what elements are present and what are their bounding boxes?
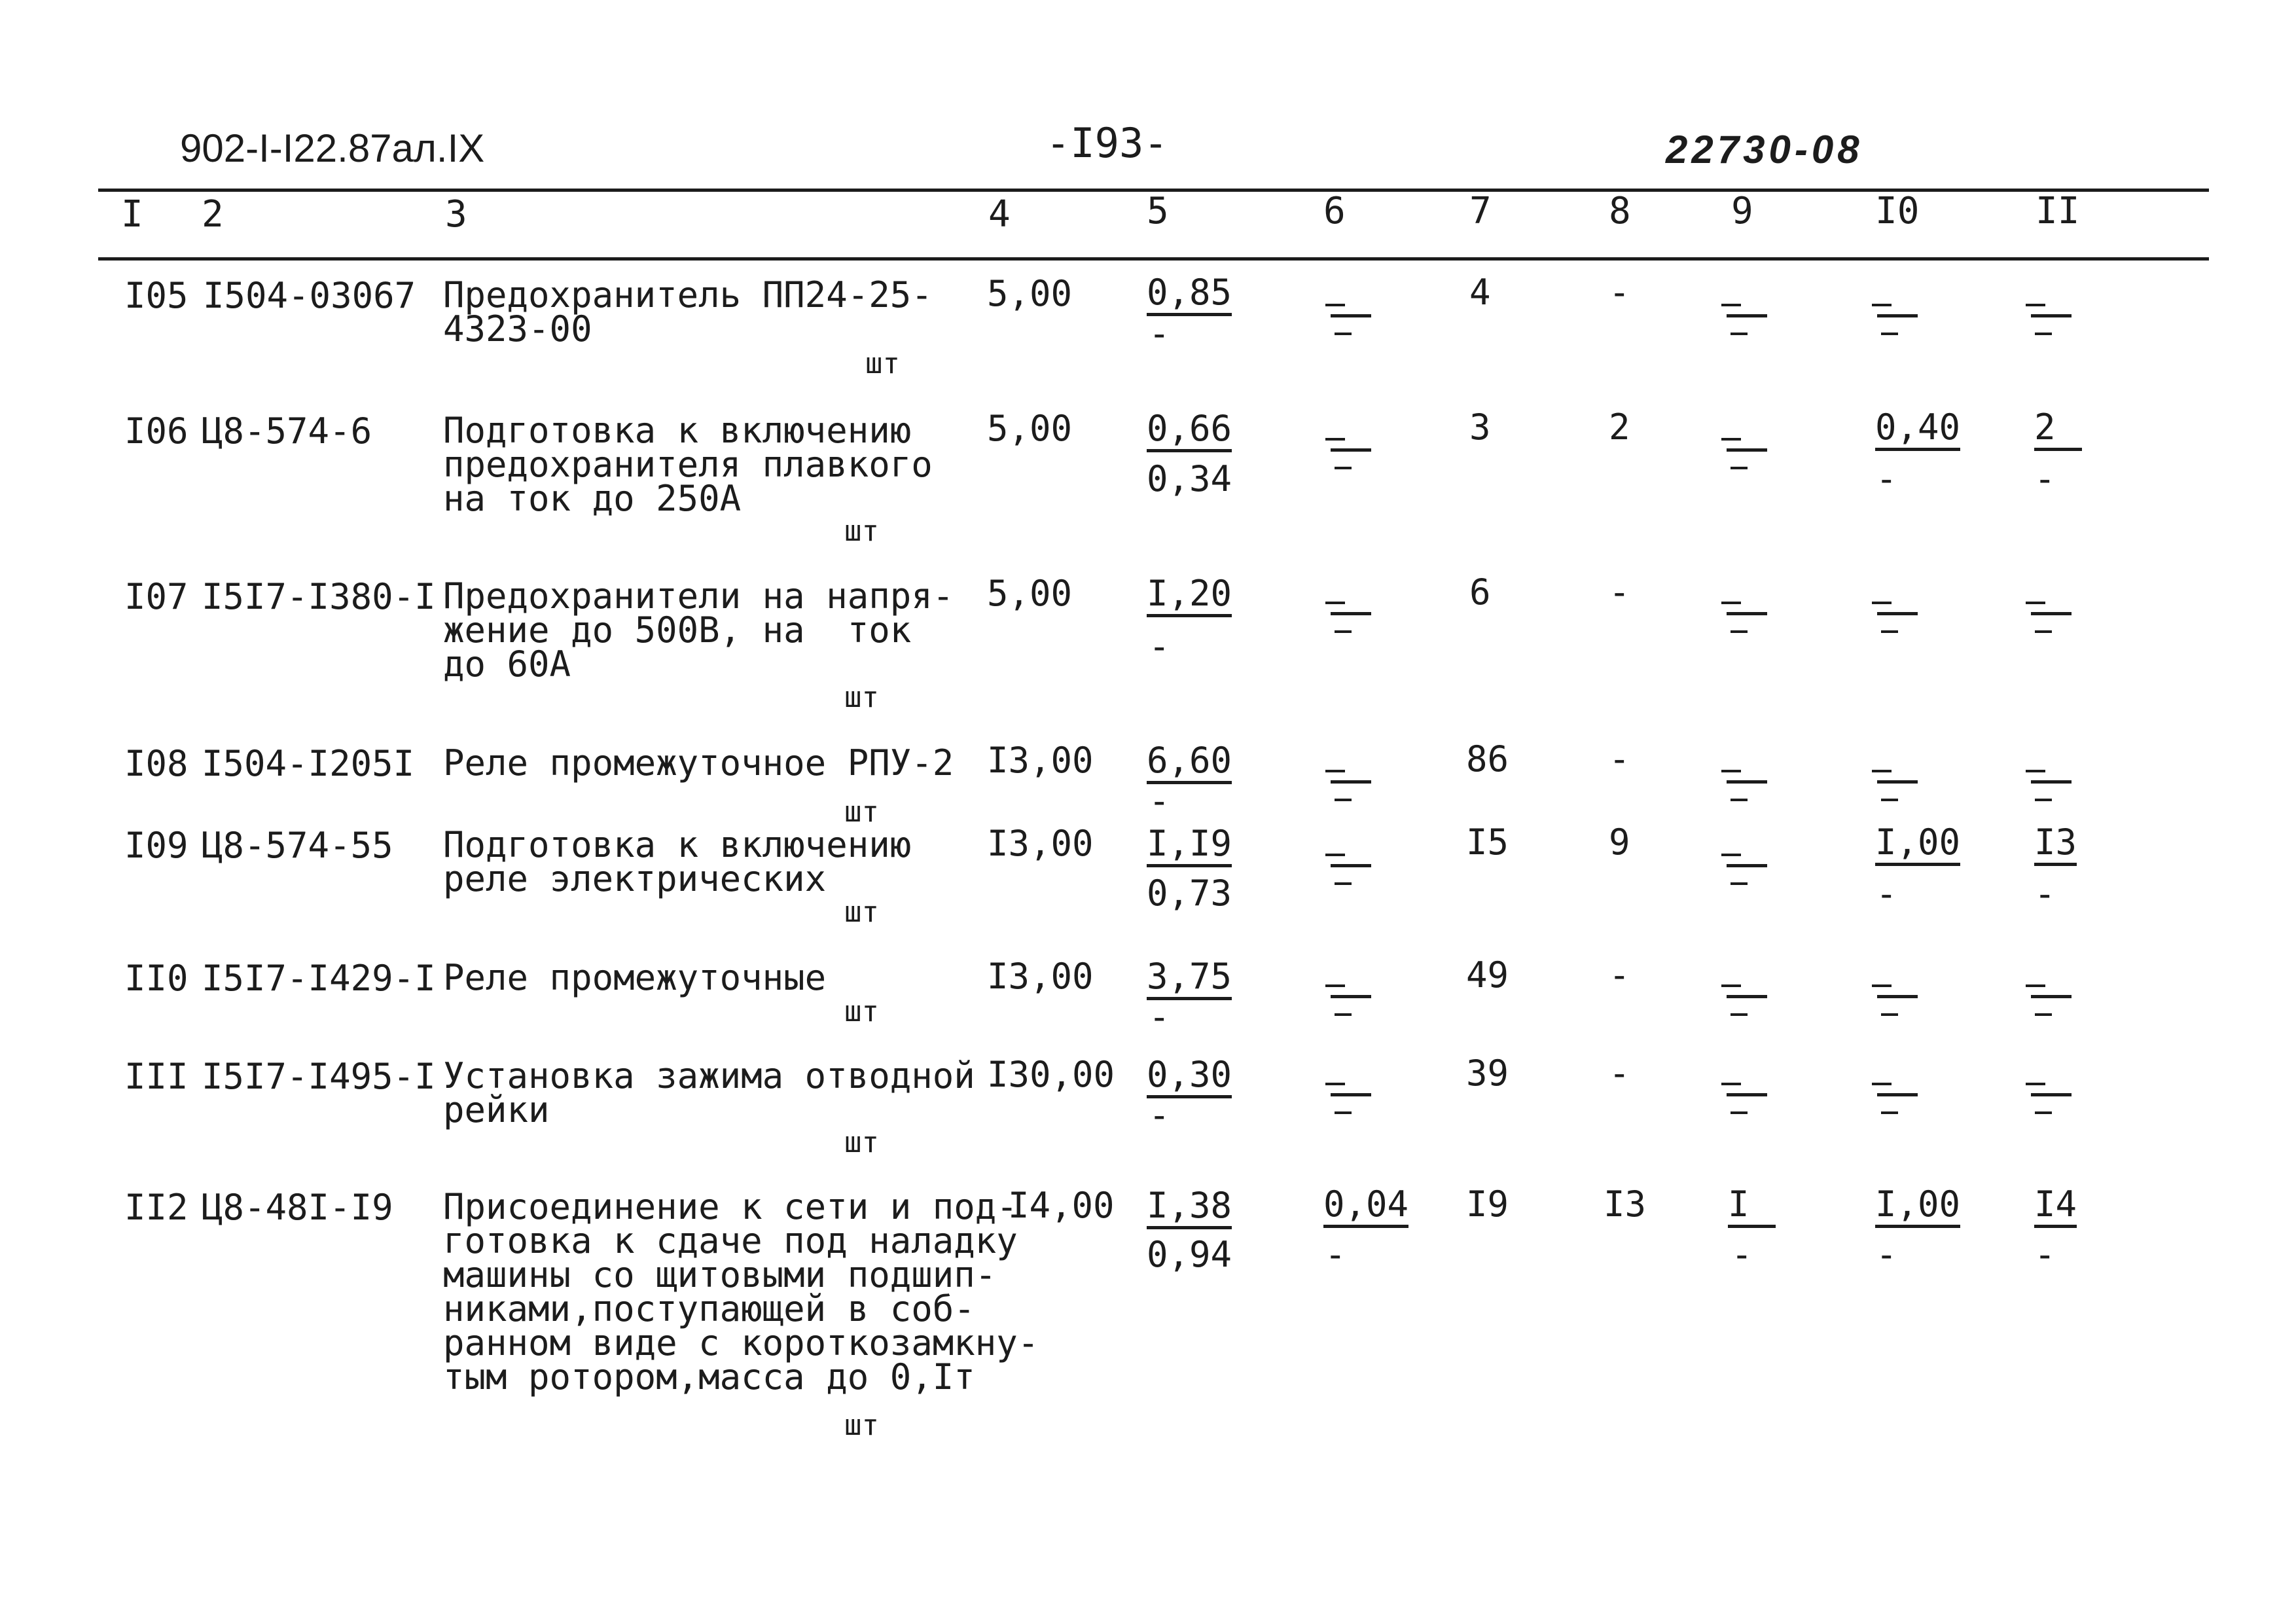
dash-stroke	[1721, 1083, 1741, 1085]
col-num-5: 5	[1147, 190, 1169, 232]
row-col4: I3,00	[987, 740, 1094, 781]
row-col5-bottom: 0,34	[1147, 458, 1232, 499]
row-code: I504-I205I	[202, 743, 415, 784]
row-number: III	[124, 1056, 188, 1097]
dash-stroke	[1877, 612, 1918, 615]
row-col4: I3,00	[987, 956, 1094, 997]
dash-stroke	[1881, 333, 1898, 335]
empty-value-mark	[1872, 761, 1918, 806]
row-col11-bottom: -	[2034, 458, 2056, 499]
dash-stroke	[2035, 630, 2052, 633]
dash-stroke	[1877, 995, 1918, 998]
col-num-3: 3	[445, 193, 467, 236]
empty-value-mark	[1325, 592, 1371, 638]
dash-stroke	[1325, 770, 1345, 772]
empty-value-mark	[1721, 975, 1767, 1021]
dash-stroke	[1731, 630, 1748, 633]
row-col8: -	[1609, 1053, 1630, 1094]
row-col8: 9	[1609, 821, 1630, 863]
row-col7: 4	[1469, 272, 1491, 313]
empty-value-mark	[1872, 295, 1918, 340]
col-num-7: 7	[1469, 190, 1492, 232]
dash-stroke	[1325, 984, 1345, 987]
row-col7: 86	[1466, 738, 1509, 780]
row-description: Предохранитель ПП24-25- 4323-00	[443, 274, 933, 350]
dash-stroke	[2026, 602, 2045, 604]
empty-value-mark	[1721, 592, 1767, 638]
col-num-8: 8	[1609, 190, 1631, 232]
empty-value-mark	[1721, 429, 1767, 475]
col-num-4: 4	[988, 193, 1011, 236]
row-unit: шт	[844, 995, 879, 1028]
row-col7: 39	[1466, 1053, 1509, 1094]
empty-value-mark	[1721, 761, 1767, 806]
dash-stroke	[1325, 602, 1345, 604]
row-col7: 49	[1466, 954, 1509, 996]
dash-stroke	[1331, 995, 1371, 998]
row-col5-top: 0,30	[1147, 1057, 1232, 1098]
row-description: Подготовка к включению предохранителя плавкого на ток до 250А	[443, 410, 933, 519]
empty-value-mark	[2026, 1074, 2072, 1119]
row-col11-bottom: -	[2034, 873, 2056, 914]
row-col5-bottom: -	[1149, 1094, 1170, 1136]
dash-stroke	[2031, 612, 2072, 615]
dash-stroke	[1335, 1111, 1352, 1114]
row-number: I07	[124, 576, 188, 617]
row-number: II2	[124, 1187, 188, 1228]
row-col11-top: 2	[2034, 410, 2082, 451]
row-col4: I3,00	[987, 823, 1094, 864]
dash-stroke	[1335, 630, 1352, 633]
row-code: Ц8-574-6	[202, 410, 372, 452]
empty-value-mark	[2026, 295, 2072, 340]
row-number: I05	[124, 275, 188, 316]
row-col5-top: 0,85	[1147, 275, 1232, 316]
dash-stroke	[1727, 1093, 1767, 1096]
row-code: I5I7-I380-I	[202, 576, 436, 617]
dash-stroke	[1325, 304, 1345, 306]
row-col8: -	[1609, 571, 1630, 613]
empty-value-mark	[1872, 975, 1918, 1021]
row-description: Присоединение к сети и под- готовка к сдаче под наладку машины со щитовыми подшип- никами,поступающей в соб- ранном виде с короткозамкну- тым ротором,масса до 0,Iт	[443, 1186, 1039, 1398]
dash-stroke	[2035, 1013, 2052, 1016]
doc-code: 902-I-I22.87ал.IX	[180, 126, 485, 170]
dash-stroke	[1331, 864, 1371, 867]
dash-stroke	[1325, 854, 1345, 856]
row-col10-top: 0,40	[1875, 410, 1960, 451]
dash-stroke	[1727, 612, 1767, 615]
empty-value-mark	[1872, 1074, 1918, 1119]
row-code: I5I7-I429-I	[202, 958, 436, 999]
row-col5-bottom: -	[1149, 313, 1170, 354]
row-col7: I5	[1466, 821, 1509, 863]
row-description: Реле промежуточные	[443, 957, 827, 998]
dash-stroke	[1877, 314, 1918, 317]
row-col10-bottom: -	[1876, 458, 1897, 499]
empty-value-mark	[1721, 1074, 1767, 1119]
dash-stroke	[2026, 984, 2045, 987]
row-col4: 5,00	[987, 408, 1073, 449]
dash-stroke	[1727, 780, 1767, 784]
dash-stroke	[1727, 995, 1767, 998]
dash-stroke	[2035, 333, 2052, 335]
row-col8: -	[1609, 954, 1630, 996]
dash-stroke	[2035, 799, 2052, 801]
col-num-11: II	[2036, 190, 2080, 232]
row-col10-top: I,00	[1875, 825, 1960, 866]
dash-stroke	[2026, 1083, 2045, 1085]
dash-stroke	[1881, 1013, 1898, 1016]
row-col5-bottom: 0,94	[1147, 1234, 1232, 1275]
header-rule	[98, 257, 2209, 261]
dash-stroke	[1727, 864, 1767, 867]
col-num-9: 9	[1731, 190, 1753, 232]
dash-stroke	[1731, 333, 1748, 335]
dash-stroke	[1872, 602, 1892, 604]
empty-value-mark	[1325, 975, 1371, 1021]
row-number: I09	[124, 825, 188, 866]
row-code: Ц8-574-55	[202, 825, 393, 866]
dash-stroke	[2035, 1111, 2052, 1114]
dash-stroke	[1335, 467, 1352, 469]
dash-stroke	[1331, 314, 1371, 317]
row-unit: шт	[865, 347, 900, 380]
empty-value-mark	[2026, 975, 2072, 1021]
row-col4: 5,00	[987, 273, 1073, 314]
dash-stroke	[1335, 799, 1352, 801]
dash-stroke	[1731, 1111, 1748, 1114]
dash-stroke	[2026, 770, 2045, 772]
dash-stroke	[1877, 780, 1918, 784]
empty-value-mark	[1721, 844, 1767, 890]
row-col5-top: 3,75	[1147, 959, 1232, 1000]
dash-stroke	[2026, 304, 2045, 306]
row-col8: I3	[1604, 1183, 1647, 1225]
row-description: Подготовка к включению реле электрических	[443, 824, 912, 899]
row-description: Предохранители на напря- жение до 500В, на ток до 60А	[443, 575, 954, 685]
dash-stroke	[1721, 304, 1741, 306]
row-col11-bottom: -	[2034, 1234, 2056, 1275]
dash-stroke	[1335, 882, 1352, 885]
dash-stroke	[1872, 1083, 1892, 1085]
row-col10-bottom: -	[1876, 1234, 1897, 1275]
dash-stroke	[1331, 448, 1371, 452]
row-unit: шт	[844, 1409, 879, 1442]
dash-stroke	[1721, 438, 1741, 441]
empty-value-mark	[2026, 592, 2072, 638]
row-col5-top: 0,66	[1147, 411, 1232, 452]
dash-stroke	[1731, 1013, 1748, 1016]
empty-value-mark	[1325, 1074, 1371, 1119]
empty-value-mark	[1872, 592, 1918, 638]
row-col5-top: I,I9	[1147, 826, 1232, 867]
row-unit: шт	[844, 1126, 879, 1159]
row-col8: -	[1609, 738, 1630, 780]
col-num-10: I0	[1875, 190, 1920, 232]
empty-value-mark	[1325, 295, 1371, 340]
empty-value-mark	[1325, 429, 1371, 475]
row-number: II0	[124, 958, 188, 999]
sheet-code: 22730-08	[1666, 128, 1863, 171]
row-code: I5I7-I495-I	[202, 1056, 436, 1097]
empty-value-mark	[1325, 844, 1371, 890]
empty-value-mark	[1721, 295, 1767, 340]
row-description: Реле промежуточное РПУ-2	[443, 742, 954, 784]
row-unit: шт	[844, 514, 879, 548]
dash-stroke	[1727, 314, 1767, 317]
col-num-2: 2	[202, 193, 224, 236]
dash-stroke	[1331, 1093, 1371, 1096]
row-col9-top: I	[1728, 1187, 1776, 1228]
row-col7: 6	[1469, 571, 1491, 613]
row-unit: шт	[844, 681, 879, 714]
dash-stroke	[1877, 1093, 1918, 1096]
row-col11-top: I4	[2034, 1187, 2077, 1228]
dash-stroke	[1731, 882, 1748, 885]
row-col5-bottom: -	[1149, 996, 1170, 1038]
col-num-1: I	[121, 193, 143, 236]
dash-stroke	[1325, 1083, 1345, 1085]
row-number: I08	[124, 743, 188, 784]
row-unit: шт	[844, 895, 879, 929]
row-col7: I9	[1466, 1183, 1509, 1225]
dash-stroke	[1872, 304, 1892, 306]
empty-value-mark	[2026, 761, 2072, 806]
dash-stroke	[1872, 984, 1892, 987]
row-col4: I30,00	[987, 1054, 1115, 1095]
dash-stroke	[2031, 314, 2072, 317]
dash-stroke	[1325, 438, 1345, 441]
dash-stroke	[1881, 630, 1898, 633]
row-col8: -	[1609, 272, 1630, 313]
empty-value-mark	[1325, 761, 1371, 806]
row-unit: шт	[844, 795, 879, 829]
dash-stroke	[1721, 854, 1741, 856]
dash-stroke	[2031, 995, 2072, 998]
row-col4: 5,00	[987, 573, 1073, 614]
row-col10-top: I,00	[1875, 1187, 1960, 1228]
dash-stroke	[2031, 780, 2072, 784]
dash-stroke	[1721, 984, 1741, 987]
row-col5-bottom: -	[1149, 626, 1170, 667]
dash-stroke	[1881, 1111, 1898, 1114]
row-col5-top: I,38	[1147, 1188, 1232, 1229]
row-col5-top: 6,60	[1147, 743, 1232, 784]
dash-stroke	[1727, 448, 1767, 452]
row-code: Ц8-48I-I9	[202, 1187, 393, 1228]
row-col9-bottom: -	[1731, 1234, 1753, 1275]
dash-stroke	[2031, 1093, 2072, 1096]
dash-stroke	[1331, 780, 1371, 784]
page-number: -I93-	[1046, 119, 1168, 167]
row-col5-top: I,20	[1147, 576, 1232, 617]
row-col10-bottom: -	[1876, 873, 1897, 914]
dash-stroke	[1881, 799, 1898, 801]
dash-stroke	[1331, 612, 1371, 615]
dash-stroke	[1335, 1013, 1352, 1016]
dash-stroke	[1721, 770, 1741, 772]
row-col6-top: 0,04	[1323, 1187, 1408, 1228]
col-num-6: 6	[1323, 190, 1346, 232]
row-col5-bottom: -	[1149, 780, 1170, 821]
row-col4: I4,00	[1008, 1185, 1115, 1226]
row-number: I06	[124, 410, 188, 452]
row-description: Установка зажима отводной рейки	[443, 1055, 975, 1130]
row-col8: 2	[1609, 406, 1630, 448]
dash-stroke	[1731, 467, 1748, 469]
row-col11-top: I3	[2034, 825, 2077, 866]
dash-stroke	[1731, 799, 1748, 801]
dash-stroke	[1335, 333, 1352, 335]
dash-stroke	[1872, 770, 1892, 772]
row-col7: 3	[1469, 406, 1491, 448]
dash-stroke	[1721, 602, 1741, 604]
row-col5-bottom: 0,73	[1147, 873, 1232, 914]
row-col6-bottom: -	[1325, 1234, 1346, 1275]
row-code: I504-03067	[203, 275, 416, 316]
